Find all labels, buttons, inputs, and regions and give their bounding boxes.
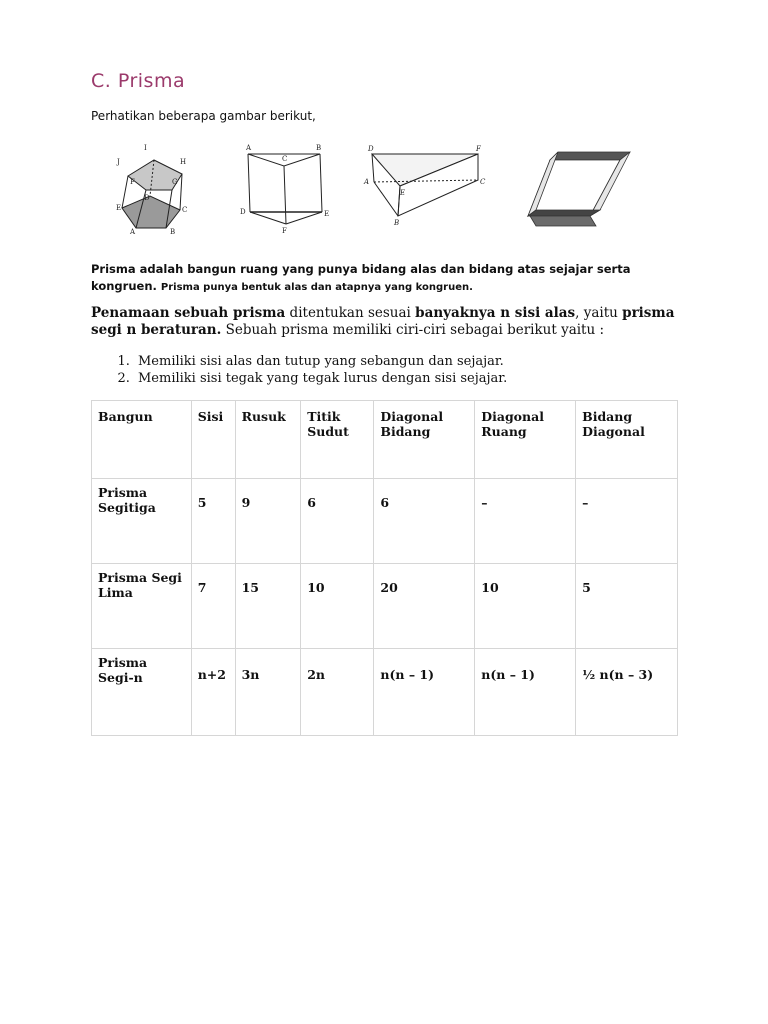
vertex-label: F (282, 227, 287, 235)
cell-bidang-diagonal: – (576, 479, 678, 564)
header-diagonal-ruang: Diagonal Ruang (475, 401, 576, 479)
naming-bold-3: banyaknya n sisi alas (415, 305, 576, 321)
header-rusuk: Rusuk (235, 401, 301, 479)
cell-diagonal-ruang: – (475, 479, 576, 564)
vertex-label: E (116, 204, 122, 212)
cell-rusuk: 9 (235, 479, 301, 564)
cell-rusuk: 3n (235, 649, 301, 736)
cell-sisi: n+2 (191, 649, 235, 736)
vertex-label: F (476, 145, 481, 153)
table-header-row (92, 401, 678, 479)
vertex-label: E (324, 210, 330, 218)
list-item: 1. Memiliki sisi alas dan tutup yang sebangun dan sejajar. (134, 353, 507, 370)
vertex-label: I (144, 144, 147, 152)
list-item: 2. Memiliki sisi tegak yang tegak lurus dengan sisi sejajar. (134, 370, 507, 387)
prism-definition (91, 261, 691, 296)
header-titik-sudut: Titik Sudut (301, 401, 374, 479)
cell-titik-sudut: 2n (301, 649, 374, 736)
table-row (92, 564, 678, 649)
vertex-label: D (144, 194, 150, 202)
triangular-prism-figure (240, 144, 329, 235)
vertex-label: B (316, 144, 322, 152)
naming-paragraph (91, 305, 691, 339)
header-bangun: Bangun (92, 401, 192, 479)
cell-bidang-diagonal: 5 (576, 564, 678, 649)
vertex-label: C (480, 178, 486, 186)
naming-text-2: ditentukan sesuai (285, 305, 416, 321)
definition-note: Prisma punya bentuk alas dan atapnya yang kongruen. (160, 282, 473, 293)
vertex-label: G (172, 178, 178, 186)
definition-main: Prisma adalah bangun ruang yang punya bidang alas dan bidang atas sejajar serta kongruen. (91, 262, 631, 293)
cell-name: Prisma Segi-n (92, 649, 192, 736)
cell-titik-sudut: 6 (301, 479, 374, 564)
cell-diagonal-bidang: 6 (374, 479, 475, 564)
cell-name: Prisma Segitiga (92, 479, 192, 564)
vertex-label: D (368, 145, 374, 153)
cell-titik-sudut: 10 (301, 564, 374, 649)
vertex-label: D (240, 208, 246, 216)
shaded-prism-figure (528, 152, 630, 226)
cell-rusuk: 15 (235, 564, 301, 649)
vertex-label: H (180, 158, 187, 166)
naming-text-4: , yaitu (575, 305, 623, 321)
naming-bold-5: prisma segi n beraturan. (91, 305, 675, 338)
table-row (92, 649, 678, 736)
table-row (92, 479, 678, 564)
cell-sisi: 5 (191, 479, 235, 564)
pentagonal-prism-figure (116, 144, 187, 236)
vertex-label: C (182, 206, 188, 214)
cell-bidang-diagonal: ½ n(n – 3) (576, 649, 678, 736)
header-sisi: Sisi (191, 401, 235, 479)
cell-diagonal-ruang: 10 (475, 564, 576, 649)
cell-name: Prisma Segi Lima (92, 564, 192, 649)
prism-figures (110, 140, 670, 240)
naming-text-6: Sebuah prisma memiliki ciri-ciri sebagai berikut yaitu : (221, 322, 605, 338)
vertex-label: J (117, 158, 120, 166)
vertex-label: B (170, 228, 176, 236)
vertex-label: A (246, 144, 252, 152)
prism-properties-table (91, 400, 678, 736)
section-heading: C. Prisma (91, 70, 186, 92)
naming-bold-1: Penamaan sebuah prisma (91, 305, 286, 321)
header-diagonal-bidang: Diagonal Bidang (374, 401, 475, 479)
vertex-label: C (282, 155, 288, 163)
intro-text: Perhatikan beberapa gambar berikut, (91, 109, 316, 123)
cell-diagonal-ruang: n(n – 1) (475, 649, 576, 736)
vertex-label: B (394, 219, 400, 227)
vertex-label: A (364, 178, 370, 186)
cell-diagonal-bidang: n(n – 1) (374, 649, 475, 736)
cell-sisi: 7 (191, 564, 235, 649)
vertex-label: A (130, 228, 136, 236)
vertex-label: E (400, 189, 406, 197)
characteristics-list (112, 353, 507, 387)
vertex-label: F (130, 178, 135, 186)
slanted-prism-figure (363, 145, 486, 227)
cell-diagonal-bidang: 20 (374, 564, 475, 649)
header-bidang-diagonal: Bidang Diagonal (576, 401, 678, 479)
